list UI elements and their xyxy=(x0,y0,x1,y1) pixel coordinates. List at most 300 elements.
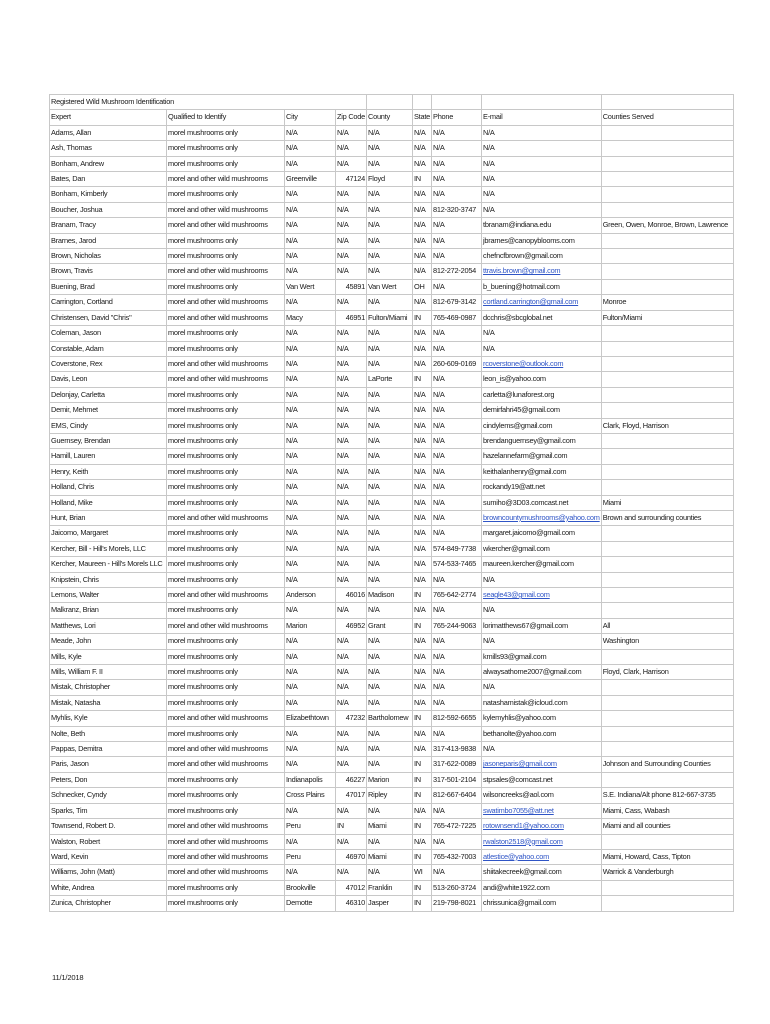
zip-cell: 46227 xyxy=(336,772,367,787)
qualified-cell: morel and other wild mushrooms xyxy=(167,264,285,279)
counties-cell xyxy=(601,125,733,140)
city-cell: Macy xyxy=(285,310,336,325)
zip-cell: N/A xyxy=(336,757,367,772)
zip-cell: N/A xyxy=(336,125,367,140)
email-cell: N/A xyxy=(482,125,602,140)
table-row xyxy=(50,449,734,464)
email-link[interactable]: rcoverstone@outlook.com xyxy=(482,356,602,371)
table-row xyxy=(50,480,734,495)
email-link[interactable]: rotownsend1@yahoo.com xyxy=(482,819,602,834)
email-link[interactable]: atlestice@yahoo.com xyxy=(482,849,602,864)
email-cell: N/A xyxy=(482,341,602,356)
counties-cell: Miami xyxy=(601,495,733,510)
email-cell: N/A xyxy=(482,326,602,341)
zip-cell: N/A xyxy=(336,156,367,171)
state-cell: N/A xyxy=(413,557,432,572)
qualified-cell: morel mushrooms only xyxy=(167,680,285,695)
qualified-cell: morel and other wild mushrooms xyxy=(167,742,285,757)
counties-cell xyxy=(601,557,733,572)
counties-cell xyxy=(601,680,733,695)
expert-cell: Boucher, Joshua xyxy=(50,202,167,217)
counties-cell: S.E. Indiana/Alt phone 812-667-3735 xyxy=(601,788,733,803)
city-cell: N/A xyxy=(285,372,336,387)
qualified-cell: morel and other wild mushrooms xyxy=(167,372,285,387)
header-row xyxy=(50,110,734,125)
city-cell: N/A xyxy=(285,757,336,772)
city-cell: Van Wert xyxy=(285,279,336,294)
email-cell: brendanguernsey@gmail.com xyxy=(482,433,602,448)
phone-cell: 812-272-2054 xyxy=(432,264,482,279)
zip-cell: N/A xyxy=(336,449,367,464)
phone-cell: N/A xyxy=(432,433,482,448)
county-cell: N/A xyxy=(367,649,413,664)
county-cell: N/A xyxy=(367,510,413,525)
counties-cell xyxy=(601,695,733,710)
expert-cell: Henry, Keith xyxy=(50,464,167,479)
qualified-cell: morel mushrooms only xyxy=(167,449,285,464)
email-cell: N/A xyxy=(482,603,602,618)
qualified-cell: morel mushrooms only xyxy=(167,233,285,248)
footer-date: 11/1/2018 xyxy=(52,973,84,982)
expert-cell: Brown, Travis xyxy=(50,264,167,279)
state-cell: IN xyxy=(413,772,432,787)
counties-cell xyxy=(601,433,733,448)
email-link[interactable]: browncountymushrooms@yahoo.com xyxy=(482,510,602,525)
county-cell: N/A xyxy=(367,695,413,710)
email-cell: margaret.jaicomo@gmail.com xyxy=(482,526,602,541)
state-cell: IN xyxy=(413,711,432,726)
expert-cell: Holland, Mike xyxy=(50,495,167,510)
city-cell: N/A xyxy=(285,526,336,541)
state-cell: N/A xyxy=(413,742,432,757)
zip-cell: N/A xyxy=(336,372,367,387)
counties-cell xyxy=(601,603,733,618)
table-row xyxy=(50,834,734,849)
state-cell: N/A xyxy=(413,387,432,402)
expert-cell: Coverstone, Rex xyxy=(50,356,167,371)
expert-cell: Bonham, Andrew xyxy=(50,156,167,171)
qualified-cell: morel mushrooms only xyxy=(167,279,285,294)
zip-cell: IN xyxy=(336,819,367,834)
zip-cell: N/A xyxy=(336,742,367,757)
expert-cell: Peters, Don xyxy=(50,772,167,787)
counties-cell: Monroe xyxy=(601,295,733,310)
qualified-cell: morel mushrooms only xyxy=(167,418,285,433)
county-cell: N/A xyxy=(367,572,413,587)
counties-cell xyxy=(601,372,733,387)
header-zip: Zip Code xyxy=(336,110,367,125)
table-row xyxy=(50,772,734,787)
phone-cell: N/A xyxy=(432,418,482,433)
expert-cell: Pappas, Demitra xyxy=(50,742,167,757)
table-row xyxy=(50,495,734,510)
email-cell: dcchris@sbcglobal.net xyxy=(482,310,602,325)
table-row xyxy=(50,433,734,448)
counties-cell xyxy=(601,742,733,757)
state-cell: N/A xyxy=(413,418,432,433)
state-cell: N/A xyxy=(413,202,432,217)
phone-cell: N/A xyxy=(432,218,482,233)
table-row xyxy=(50,233,734,248)
qualified-cell: morel and other wild mushrooms xyxy=(167,202,285,217)
phone-cell: N/A xyxy=(432,372,482,387)
expert-cell: Myhlis, Kyle xyxy=(50,711,167,726)
email-link[interactable]: ttravis.brown@gmail.com xyxy=(482,264,602,279)
city-cell: N/A xyxy=(285,418,336,433)
state-cell: N/A xyxy=(413,433,432,448)
city-cell: N/A xyxy=(285,202,336,217)
city-cell: N/A xyxy=(285,156,336,171)
zip-cell: 47232 xyxy=(336,711,367,726)
county-cell: N/A xyxy=(367,495,413,510)
expert-cell: Coleman, Jason xyxy=(50,326,167,341)
counties-cell: Brown and surrounding counties xyxy=(601,510,733,525)
state-cell: IN xyxy=(413,588,432,603)
phone-cell: N/A xyxy=(432,141,482,156)
state-cell: N/A xyxy=(413,249,432,264)
qualified-cell: morel mushrooms only xyxy=(167,495,285,510)
zip-cell: N/A xyxy=(336,218,367,233)
state-cell: N/A xyxy=(413,326,432,341)
county-cell: N/A xyxy=(367,803,413,818)
counties-cell xyxy=(601,249,733,264)
state-cell: IN xyxy=(413,310,432,325)
state-cell: N/A xyxy=(413,634,432,649)
table-row xyxy=(50,279,734,294)
email-link[interactable]: rwalston2518@gmail.com xyxy=(482,834,602,849)
table-row xyxy=(50,557,734,572)
county-cell: N/A xyxy=(367,603,413,618)
counties-cell xyxy=(601,326,733,341)
expert-cell: Mills, William F. II xyxy=(50,665,167,680)
header-phone: Phone xyxy=(432,110,482,125)
expert-cell: Ash, Thomas xyxy=(50,141,167,156)
county-cell: N/A xyxy=(367,218,413,233)
phone-cell: 317-622-0089 xyxy=(432,757,482,772)
expert-cell: Lemons, Walter xyxy=(50,588,167,603)
expert-cell: Zunica, Christopher xyxy=(50,896,167,911)
city-cell: N/A xyxy=(285,387,336,402)
state-cell: N/A xyxy=(413,572,432,587)
city-cell: N/A xyxy=(285,742,336,757)
table-row xyxy=(50,310,734,325)
counties-cell xyxy=(601,156,733,171)
state-cell: N/A xyxy=(413,649,432,664)
qualified-cell: morel mushrooms only xyxy=(167,772,285,787)
header-county: County xyxy=(367,110,413,125)
counties-cell xyxy=(601,726,733,741)
state-cell: N/A xyxy=(413,264,432,279)
email-cell: carletta@lunaforest.org xyxy=(482,387,602,402)
state-cell: IN xyxy=(413,788,432,803)
state-cell: N/A xyxy=(413,187,432,202)
qualified-cell: morel mushrooms only xyxy=(167,141,285,156)
state-cell: N/A xyxy=(413,233,432,248)
table-row xyxy=(50,541,734,556)
phone-cell: N/A xyxy=(432,680,482,695)
phone-cell: 765-472-7225 xyxy=(432,819,482,834)
zip-cell: N/A xyxy=(336,726,367,741)
county-cell: N/A xyxy=(367,526,413,541)
phone-cell: N/A xyxy=(432,649,482,664)
city-cell: N/A xyxy=(285,218,336,233)
state-cell: N/A xyxy=(413,665,432,680)
city-cell: N/A xyxy=(285,634,336,649)
zip-cell: N/A xyxy=(336,433,367,448)
state-cell: N/A xyxy=(413,695,432,710)
expert-cell: Sparks, Tim xyxy=(50,803,167,818)
county-cell: Grant xyxy=(367,618,413,633)
county-cell: Jasper xyxy=(367,896,413,911)
zip-cell: 47017 xyxy=(336,788,367,803)
expert-cell: EMS, Cindy xyxy=(50,418,167,433)
state-cell: N/A xyxy=(413,449,432,464)
counties-cell xyxy=(601,403,733,418)
phone-cell: 765-244-9063 xyxy=(432,618,482,633)
phone-cell: N/A xyxy=(432,510,482,525)
county-cell: N/A xyxy=(367,249,413,264)
phone-cell: 260-609-0169 xyxy=(432,356,482,371)
table-row xyxy=(50,757,734,772)
qualified-cell: morel and other wild mushrooms xyxy=(167,849,285,864)
county-cell: N/A xyxy=(367,834,413,849)
email-cell: N/A xyxy=(482,202,602,217)
county-cell: N/A xyxy=(367,449,413,464)
email-link[interactable]: swatimbo7055@att.net xyxy=(482,803,602,818)
county-cell: Franklin xyxy=(367,880,413,895)
table-row xyxy=(50,387,734,402)
city-cell: N/A xyxy=(285,695,336,710)
phone-cell: 765-642-2774 xyxy=(432,588,482,603)
email-link[interactable]: jasoneparis@gmail.com xyxy=(482,757,602,772)
state-cell: N/A xyxy=(413,480,432,495)
county-cell: N/A xyxy=(367,464,413,479)
email-cell: rockandy19@att.net xyxy=(482,480,602,495)
email-cell: shiitakecreek@gmail.com xyxy=(482,865,602,880)
counties-cell: Miami and all counties xyxy=(601,819,733,834)
qualified-cell: morel mushrooms only xyxy=(167,526,285,541)
state-cell: N/A xyxy=(413,403,432,418)
email-cell: keithalanhenry@gmail.com xyxy=(482,464,602,479)
state-cell: N/A xyxy=(413,495,432,510)
zip-cell: N/A xyxy=(336,141,367,156)
phone-cell: N/A xyxy=(432,495,482,510)
city-cell: N/A xyxy=(285,449,336,464)
phone-cell: 765-469-0987 xyxy=(432,310,482,325)
county-cell: N/A xyxy=(367,634,413,649)
county-cell: N/A xyxy=(367,341,413,356)
expert-cell: Branam, Tracy xyxy=(50,218,167,233)
table-row xyxy=(50,819,734,834)
table-row xyxy=(50,665,734,680)
table-row xyxy=(50,125,734,140)
state-cell: N/A xyxy=(413,464,432,479)
table-row xyxy=(50,896,734,911)
qualified-cell: morel mushrooms only xyxy=(167,541,285,556)
county-cell: N/A xyxy=(367,295,413,310)
counties-cell xyxy=(601,772,733,787)
zip-cell: 45891 xyxy=(336,279,367,294)
table-row xyxy=(50,341,734,356)
state-cell: IN xyxy=(413,172,432,187)
phone-cell: 317-501-2104 xyxy=(432,772,482,787)
zip-cell: N/A xyxy=(336,526,367,541)
table-row xyxy=(50,172,734,187)
email-cell: N/A xyxy=(482,742,602,757)
state-cell: N/A xyxy=(413,803,432,818)
phone-cell: 812-679-3142 xyxy=(432,295,482,310)
county-cell: N/A xyxy=(367,757,413,772)
phone-cell: N/A xyxy=(432,695,482,710)
state-cell: N/A xyxy=(413,726,432,741)
city-cell: Marion xyxy=(285,618,336,633)
state-cell: IN xyxy=(413,849,432,864)
email-cell: cindylems@gmail.com xyxy=(482,418,602,433)
counties-cell xyxy=(601,187,733,202)
zip-cell: N/A xyxy=(336,649,367,664)
email-cell: N/A xyxy=(482,172,602,187)
counties-cell: All xyxy=(601,618,733,633)
table-row xyxy=(50,788,734,803)
county-cell: N/A xyxy=(367,541,413,556)
zip-cell: N/A xyxy=(336,557,367,572)
phone-cell: N/A xyxy=(432,526,482,541)
email-cell: N/A xyxy=(482,141,602,156)
expert-cell: Malkranz, Brian xyxy=(50,603,167,618)
expert-cell: White, Andrea xyxy=(50,880,167,895)
counties-cell: Clark, Floyd, Harrison xyxy=(601,418,733,433)
county-cell: Bartholomew xyxy=(367,711,413,726)
zip-cell: 46016 xyxy=(336,588,367,603)
expert-cell: Hamill, Lauren xyxy=(50,449,167,464)
county-cell: N/A xyxy=(367,202,413,217)
header-qualified: Qualified to Identify xyxy=(167,110,285,125)
state-cell: IN xyxy=(413,819,432,834)
phone-cell: 765-432-7003 xyxy=(432,849,482,864)
qualified-cell: morel and other wild mushrooms xyxy=(167,356,285,371)
qualified-cell: morel and other wild mushrooms xyxy=(167,310,285,325)
expert-cell: Christensen, David "Chris" xyxy=(50,310,167,325)
city-cell: Demotte xyxy=(285,896,336,911)
email-link[interactable]: seagle43@gmail.com xyxy=(482,588,602,603)
state-cell: IN xyxy=(413,372,432,387)
county-cell: Fulton/Miami xyxy=(367,310,413,325)
email-cell: andi@white1922.com xyxy=(482,880,602,895)
email-cell: sumiho@3D03.comcast.net xyxy=(482,495,602,510)
city-cell: N/A xyxy=(285,834,336,849)
table-row xyxy=(50,510,734,525)
counties-cell xyxy=(601,141,733,156)
counties-cell xyxy=(601,172,733,187)
email-cell: N/A xyxy=(482,572,602,587)
email-cell: maureen.kercher@gmail.com xyxy=(482,557,602,572)
counties-cell xyxy=(601,356,733,371)
city-cell: N/A xyxy=(285,480,336,495)
counties-cell: Fulton/Miami xyxy=(601,310,733,325)
table-row xyxy=(50,218,734,233)
city-cell: N/A xyxy=(285,326,336,341)
phone-cell: 317-413-9838 xyxy=(432,742,482,757)
expert-cell: Bonham, Kimberly xyxy=(50,187,167,202)
expert-cell: Williams, John (Matt) xyxy=(50,865,167,880)
zip-cell: N/A xyxy=(336,834,367,849)
qualified-cell: morel and other wild mushrooms xyxy=(167,757,285,772)
expert-cell: Adams, Allan xyxy=(50,125,167,140)
email-cell: tbranam@indiana.edu xyxy=(482,218,602,233)
state-cell: WI xyxy=(413,865,432,880)
expert-cell: Bates, Dan xyxy=(50,172,167,187)
table-row xyxy=(50,264,734,279)
zip-cell: N/A xyxy=(336,326,367,341)
counties-cell xyxy=(601,572,733,587)
table-row xyxy=(50,572,734,587)
counties-cell xyxy=(601,880,733,895)
email-link[interactable]: cortland.carrington@gmail.com xyxy=(482,295,602,310)
expert-cell: Schnecker, Cyndy xyxy=(50,788,167,803)
email-cell: bethanolte@yahoo.com xyxy=(482,726,602,741)
zip-cell: N/A xyxy=(336,464,367,479)
county-cell: N/A xyxy=(367,680,413,695)
header-email: E-mail xyxy=(482,110,602,125)
table-row xyxy=(50,711,734,726)
zip-cell: N/A xyxy=(336,403,367,418)
qualified-cell: morel and other wild mushrooms xyxy=(167,588,285,603)
state-cell: N/A xyxy=(413,125,432,140)
table-row xyxy=(50,726,734,741)
zip-cell: N/A xyxy=(336,865,367,880)
counties-cell xyxy=(601,264,733,279)
table-row xyxy=(50,803,734,818)
county-cell: N/A xyxy=(367,665,413,680)
qualified-cell: morel mushrooms only xyxy=(167,803,285,818)
qualified-cell: morel mushrooms only xyxy=(167,187,285,202)
qualified-cell: morel mushrooms only xyxy=(167,156,285,171)
city-cell: N/A xyxy=(285,403,336,418)
qualified-cell: morel mushrooms only xyxy=(167,480,285,495)
county-cell: LaPorte xyxy=(367,372,413,387)
expert-cell: Brarnes, Jarod xyxy=(50,233,167,248)
city-cell: N/A xyxy=(285,125,336,140)
city-cell: N/A xyxy=(285,341,336,356)
qualified-cell: morel mushrooms only xyxy=(167,896,285,911)
email-cell: N/A xyxy=(482,634,602,649)
email-cell: lorimatthews67@gmail.com xyxy=(482,618,602,633)
email-cell: stpsales@comcast.net xyxy=(482,772,602,787)
city-cell: N/A xyxy=(285,572,336,587)
table-row xyxy=(50,634,734,649)
state-cell: N/A xyxy=(413,218,432,233)
table-row xyxy=(50,880,734,895)
header-city: City xyxy=(285,110,336,125)
zip-cell: N/A xyxy=(336,249,367,264)
header-counties: Counties Served xyxy=(601,110,733,125)
table-row xyxy=(50,526,734,541)
expert-cell: Mills, Kyle xyxy=(50,649,167,664)
table-row xyxy=(50,618,734,633)
state-cell: OH xyxy=(413,279,432,294)
phone-cell: N/A xyxy=(432,233,482,248)
expert-cell: Delonjay, Carletta xyxy=(50,387,167,402)
counties-cell xyxy=(601,341,733,356)
city-cell: N/A xyxy=(285,865,336,880)
county-cell: N/A xyxy=(367,233,413,248)
zip-cell: 46952 xyxy=(336,618,367,633)
counties-cell xyxy=(601,202,733,217)
qualified-cell: morel mushrooms only xyxy=(167,695,285,710)
table-row xyxy=(50,326,734,341)
table-row xyxy=(50,295,734,310)
expert-cell: Hunt, Brian xyxy=(50,510,167,525)
